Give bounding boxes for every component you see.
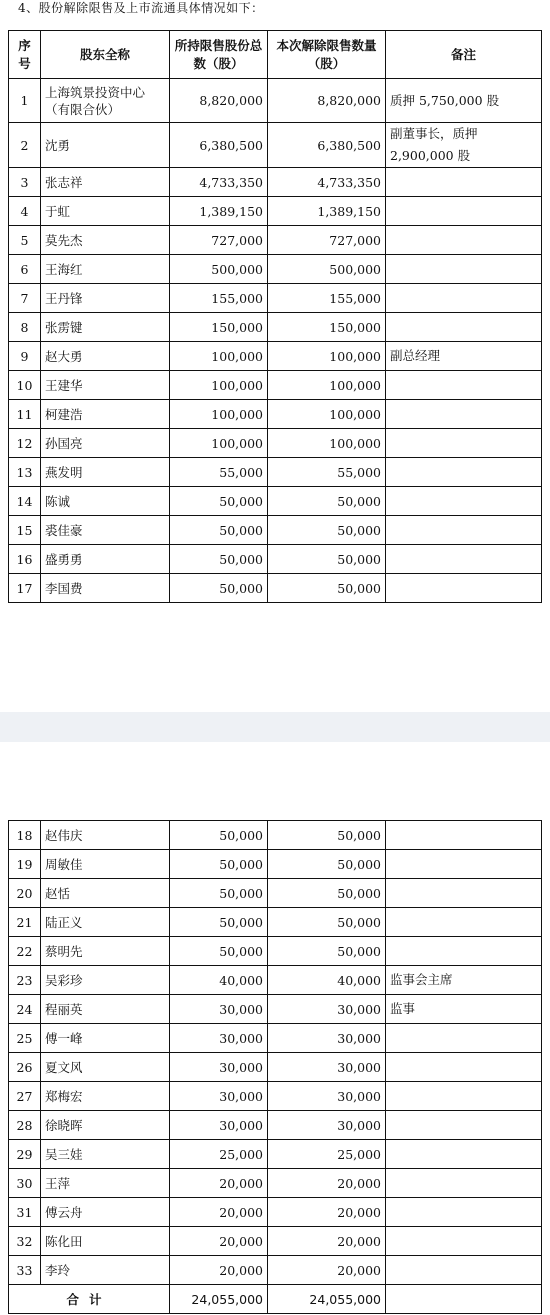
cell-name: 张志祥 — [41, 168, 170, 197]
cell-released: 50,000 — [268, 545, 386, 574]
cell-note — [386, 1111, 542, 1140]
cell-name: 李国费 — [41, 574, 170, 603]
table-row — [9, 255, 542, 284]
cell-released: 150,000 — [268, 313, 386, 342]
cell-no: 13 — [9, 458, 41, 487]
cell-name: 蔡明先 — [41, 937, 170, 966]
cell-released: 30,000 — [268, 1024, 386, 1053]
cell-note — [386, 487, 542, 516]
cell-name: 王建华 — [41, 371, 170, 400]
cell-released: 30,000 — [268, 1111, 386, 1140]
cell-no: 10 — [9, 371, 41, 400]
cell-note: 监事 — [386, 995, 542, 1024]
cell-released: 50,000 — [268, 937, 386, 966]
cell-name: 夏文风 — [41, 1053, 170, 1082]
cell-held: 50,000 — [170, 574, 268, 603]
cell-no: 18 — [9, 821, 41, 850]
cell-held: 6,380,500 — [170, 123, 268, 168]
table-row — [9, 995, 542, 1024]
cell-released: 50,000 — [268, 516, 386, 545]
cell-held: 8,820,000 — [170, 79, 268, 123]
cell-note — [386, 879, 542, 908]
cell-name: 赵恬 — [41, 879, 170, 908]
cell-released: 20,000 — [268, 1169, 386, 1198]
cell-note — [386, 313, 542, 342]
cell-no: 26 — [9, 1053, 41, 1082]
cell-held: 100,000 — [170, 429, 268, 458]
cell-no: 15 — [9, 516, 41, 545]
cell-held: 100,000 — [170, 400, 268, 429]
cell-released: 55,000 — [268, 458, 386, 487]
cell-name: 赵伟庆 — [41, 821, 170, 850]
cell-name: 徐晓晖 — [41, 1111, 170, 1140]
table-row — [9, 458, 542, 487]
table-row — [9, 313, 542, 342]
table-row — [9, 197, 542, 226]
cell-note: 副董事长，质押 2,900,000 股 — [386, 123, 542, 168]
cell-name: 陈化田 — [41, 1227, 170, 1256]
cell-name: 赵大勇 — [41, 342, 170, 371]
cell-released: 1,389,150 — [268, 197, 386, 226]
cell-name: 程丽英 — [41, 995, 170, 1024]
cell-note — [386, 197, 542, 226]
cell-released: 155,000 — [268, 284, 386, 313]
document-page-2 — [0, 742, 550, 1315]
cell-no: 32 — [9, 1227, 41, 1256]
cell-held: 20,000 — [170, 1256, 268, 1285]
cell-released: 6,380,500 — [268, 123, 386, 168]
table-row — [9, 1169, 542, 1198]
cell-name: 周敏佳 — [41, 850, 170, 879]
table-row — [9, 371, 542, 400]
cell-no: 28 — [9, 1111, 41, 1140]
header-no: 序号 — [9, 31, 41, 79]
cell-no: 2 — [9, 123, 41, 168]
cell-no: 25 — [9, 1024, 41, 1053]
cell-name: 裘佳豪 — [41, 516, 170, 545]
cell-no: 9 — [9, 342, 41, 371]
cell-no: 14 — [9, 487, 41, 516]
table-row — [9, 487, 542, 516]
cell-note — [386, 850, 542, 879]
cell-note — [386, 1227, 542, 1256]
cell-released: 4,733,350 — [268, 168, 386, 197]
total-note — [386, 1285, 542, 1314]
cell-no: 21 — [9, 908, 41, 937]
table-row — [9, 342, 542, 371]
cell-note — [386, 574, 542, 603]
cell-held: 50,000 — [170, 937, 268, 966]
cell-note — [386, 1198, 542, 1227]
cell-note — [386, 908, 542, 937]
cell-no: 5 — [9, 226, 41, 255]
cell-note — [386, 284, 542, 313]
cell-note — [386, 1082, 542, 1111]
cell-name: 傅云舟 — [41, 1198, 170, 1227]
cell-held: 727,000 — [170, 226, 268, 255]
cell-no: 7 — [9, 284, 41, 313]
table-row — [9, 226, 542, 255]
cell-held: 30,000 — [170, 1053, 268, 1082]
cell-no: 3 — [9, 168, 41, 197]
cell-released: 727,000 — [268, 226, 386, 255]
table-row — [9, 545, 542, 574]
total-row — [9, 1285, 542, 1314]
cell-no: 1 — [9, 79, 41, 123]
cell-note — [386, 1024, 542, 1053]
table-row — [9, 821, 542, 850]
table-row — [9, 400, 542, 429]
table-row — [9, 284, 542, 313]
cell-note — [386, 429, 542, 458]
cell-note — [386, 821, 542, 850]
table-row — [9, 1256, 542, 1285]
cell-released: 50,000 — [268, 850, 386, 879]
table-row — [9, 1198, 542, 1227]
cell-released: 30,000 — [268, 1053, 386, 1082]
cell-note: 副总经理 — [386, 342, 542, 371]
cell-no: 22 — [9, 937, 41, 966]
cell-name: 柯建浩 — [41, 400, 170, 429]
cell-held: 30,000 — [170, 1111, 268, 1140]
cell-name: 上海筑景投资中心（有限合伙） — [41, 79, 170, 123]
table-row — [9, 574, 542, 603]
cell-no: 33 — [9, 1256, 41, 1285]
cell-held: 20,000 — [170, 1198, 268, 1227]
cell-held: 55,000 — [170, 458, 268, 487]
header-note: 备注 — [386, 31, 542, 79]
table-row — [9, 168, 542, 197]
cell-released: 50,000 — [268, 487, 386, 516]
table-row — [9, 1140, 542, 1169]
cell-note — [386, 1256, 542, 1285]
cell-held: 20,000 — [170, 1227, 268, 1256]
cell-released: 50,000 — [268, 879, 386, 908]
table-row — [9, 879, 542, 908]
cell-name: 王海红 — [41, 255, 170, 284]
cell-held: 150,000 — [170, 313, 268, 342]
cell-note — [386, 255, 542, 284]
cell-released: 100,000 — [268, 429, 386, 458]
total-released: 24,055,000 — [268, 1285, 386, 1314]
cell-no: 19 — [9, 850, 41, 879]
cell-held: 40,000 — [170, 966, 268, 995]
cell-name: 吴彩珍 — [41, 966, 170, 995]
section-caption: 4、股份解除限售及上市流通具体情况如下： — [18, 1, 264, 15]
cell-name: 吴三娃 — [41, 1140, 170, 1169]
cell-note — [386, 168, 542, 197]
cell-note — [386, 1169, 542, 1198]
cell-held: 30,000 — [170, 995, 268, 1024]
table-row — [9, 1024, 542, 1053]
cell-held: 25,000 — [170, 1140, 268, 1169]
cell-released: 100,000 — [268, 342, 386, 371]
cell-note — [386, 937, 542, 966]
cell-no: 29 — [9, 1140, 41, 1169]
cell-held: 20,000 — [170, 1169, 268, 1198]
cell-held: 500,000 — [170, 255, 268, 284]
table-row — [9, 79, 542, 123]
cell-released: 30,000 — [268, 1082, 386, 1111]
cell-name: 郑梅宏 — [41, 1082, 170, 1111]
table-row — [9, 908, 542, 937]
cell-no: 8 — [9, 313, 41, 342]
cell-note — [386, 400, 542, 429]
cell-name: 陈诚 — [41, 487, 170, 516]
table-row — [9, 937, 542, 966]
cell-no: 16 — [9, 545, 41, 574]
cell-name: 盛勇勇 — [41, 545, 170, 574]
cell-no: 12 — [9, 429, 41, 458]
cell-note — [386, 545, 542, 574]
table-row — [9, 1082, 542, 1111]
cell-released: 100,000 — [268, 371, 386, 400]
cell-held: 100,000 — [170, 371, 268, 400]
cell-held: 50,000 — [170, 879, 268, 908]
cell-released: 20,000 — [268, 1256, 386, 1285]
cell-released: 30,000 — [268, 995, 386, 1024]
cell-note — [386, 371, 542, 400]
cell-held: 155,000 — [170, 284, 268, 313]
cell-note — [386, 1140, 542, 1169]
cell-note: 质押 5,750,000 股 — [386, 79, 542, 123]
cell-held: 50,000 — [170, 908, 268, 937]
cell-held: 50,000 — [170, 516, 268, 545]
cell-no: 4 — [9, 197, 41, 226]
cell-released: 25,000 — [268, 1140, 386, 1169]
cell-no: 20 — [9, 879, 41, 908]
share-release-table — [8, 30, 542, 603]
cell-released: 20,000 — [268, 1198, 386, 1227]
total-label: 合计 — [9, 1285, 170, 1314]
table-row — [9, 1227, 542, 1256]
cell-held: 100,000 — [170, 342, 268, 371]
cell-held: 50,000 — [170, 821, 268, 850]
cell-no: 17 — [9, 574, 41, 603]
cell-held: 4,733,350 — [170, 168, 268, 197]
share-release-table-continued — [8, 820, 542, 1314]
table-row — [9, 1053, 542, 1082]
cell-held: 50,000 — [170, 545, 268, 574]
cell-name: 于虹 — [41, 197, 170, 226]
table-row — [9, 429, 542, 458]
header-held: 所持限售股份总数（股） — [170, 31, 268, 79]
cell-no: 31 — [9, 1198, 41, 1227]
cell-no: 30 — [9, 1169, 41, 1198]
cell-no: 24 — [9, 995, 41, 1024]
cell-name: 傅一峰 — [41, 1024, 170, 1053]
table-row — [9, 1111, 542, 1140]
cell-held: 1,389,150 — [170, 197, 268, 226]
cell-released: 50,000 — [268, 908, 386, 937]
cell-name: 王萍 — [41, 1169, 170, 1198]
header-name: 股东全称 — [41, 31, 170, 79]
cell-note — [386, 458, 542, 487]
table-row — [9, 123, 542, 168]
cell-name: 燕发明 — [41, 458, 170, 487]
cell-held: 30,000 — [170, 1024, 268, 1053]
cell-note — [386, 1053, 542, 1082]
cell-note — [386, 516, 542, 545]
cell-no: 27 — [9, 1082, 41, 1111]
cell-released: 50,000 — [268, 574, 386, 603]
cell-no: 6 — [9, 255, 41, 284]
cell-released: 8,820,000 — [268, 79, 386, 123]
cell-name: 孙国亮 — [41, 429, 170, 458]
cell-no: 11 — [9, 400, 41, 429]
cell-no: 23 — [9, 966, 41, 995]
cell-held: 30,000 — [170, 1082, 268, 1111]
cell-held: 50,000 — [170, 850, 268, 879]
cell-name: 陆正义 — [41, 908, 170, 937]
cell-name: 李玲 — [41, 1256, 170, 1285]
cell-name: 莫先杰 — [41, 226, 170, 255]
cell-released: 40,000 — [268, 966, 386, 995]
cell-released: 50,000 — [268, 821, 386, 850]
cell-name: 沈勇 — [41, 123, 170, 168]
table-row — [9, 966, 542, 995]
cell-released: 500,000 — [268, 255, 386, 284]
page-gap — [0, 712, 550, 742]
cell-released: 100,000 — [268, 400, 386, 429]
table-row — [9, 516, 542, 545]
cell-note: 监事会主席 — [386, 966, 542, 995]
cell-name: 张雳键 — [41, 313, 170, 342]
header-released: 本次解除限售数量（股） — [268, 31, 386, 79]
table-row — [9, 850, 542, 879]
cell-note — [386, 226, 542, 255]
cell-released: 20,000 — [268, 1227, 386, 1256]
cell-held: 50,000 — [170, 487, 268, 516]
cell-name: 王丹锋 — [41, 284, 170, 313]
table-header-row — [9, 31, 542, 79]
total-held: 24,055,000 — [170, 1285, 268, 1314]
